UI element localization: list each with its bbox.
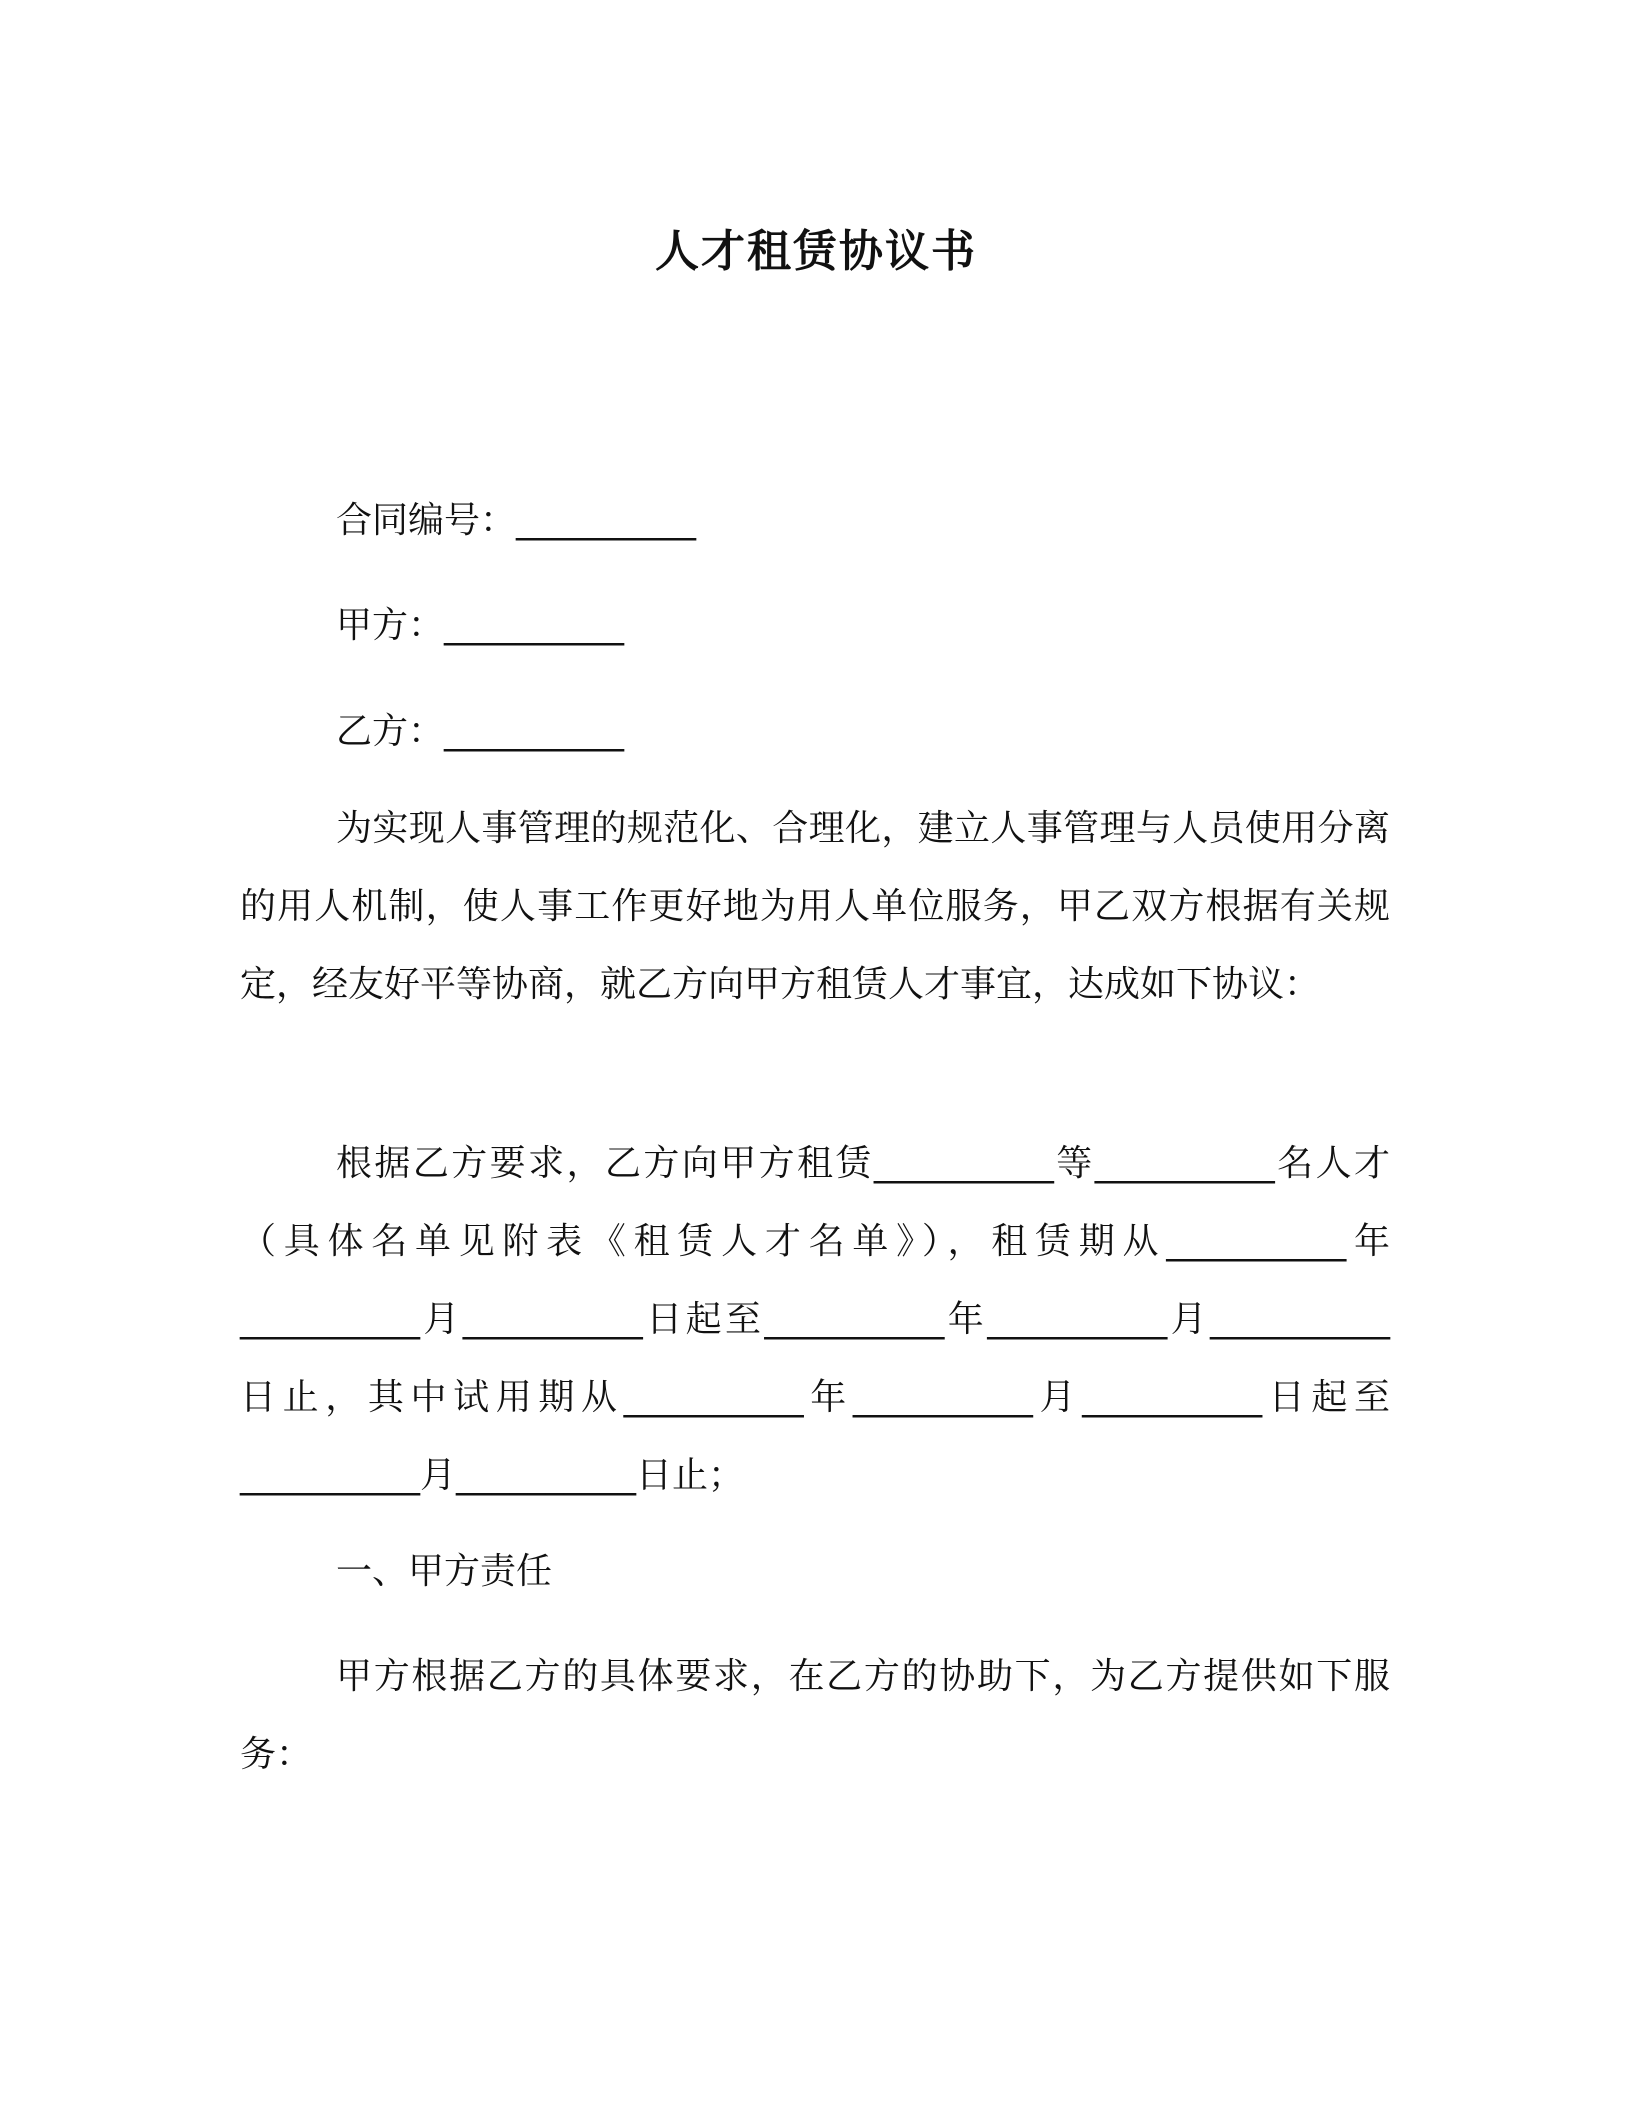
preamble-paragraph: 为实现人事管理的规范化、合理化，建立人事管理与人员使用分离的用人机制，使人事工作更好地为用人单位服务，甲乙双方根据有关规定，经友好平等协商，就乙方向甲方租赁人才事宜，达成如下协议：	[240, 808, 1390, 1005]
lease-terms-paragraph: 根据乙方要求，乙方向甲方租赁__________等__________名人才（具体名单见附表《租赁人才名单》），租赁期从__________年__________月__________日起至__________年__________月__________日止，其中试用期从__________年__________月__________日起至__________月__________日止；	[240, 1143, 1390, 1496]
document-title: 人才租赁协议书	[655, 226, 977, 277]
section-1-heading: 一、甲方责任	[336, 1551, 553, 1592]
party-b-line: 乙方：__________	[336, 711, 625, 752]
section-1-paragraph: 甲方根据乙方的具体要求，在乙方的协助下，为乙方提供如下服务：	[240, 1656, 1390, 1775]
contract-number-line: 合同编号：__________	[336, 500, 697, 541]
party-a-line: 甲方：__________	[336, 605, 625, 646]
